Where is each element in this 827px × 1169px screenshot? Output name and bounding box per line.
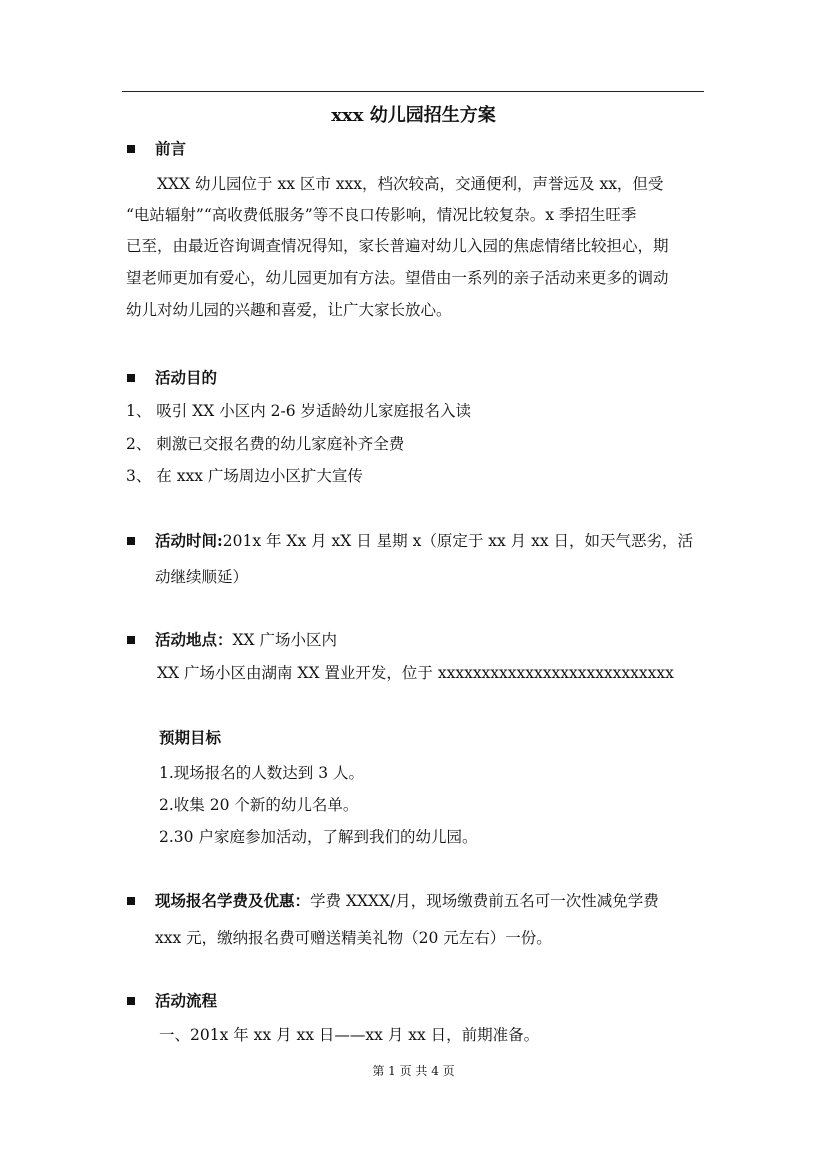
section-heading-place: 活动地点：	[155, 630, 233, 649]
section-fee	[155, 890, 659, 912]
bullet-icon	[127, 897, 135, 905]
section-place	[155, 629, 337, 651]
section-heading-preface: 前言	[155, 139, 187, 158]
bullet-icon	[127, 636, 135, 644]
time-text-continued: 动继续顺延）	[155, 568, 249, 586]
preface-line: XXX 幼儿园位于 xx 区市 xxx，档次较高，交通便利，声誉远及 xx，但受	[157, 175, 664, 193]
target-item: 2.30 户家庭参加活动，了解到我们的幼儿园。	[159, 828, 478, 846]
section-heading-time: 活动时间:	[155, 531, 223, 550]
header-rule	[122, 91, 704, 92]
fee-text-continued: xxx 元，缴纳报名费可赠送精美礼物（20 元左右）一份。	[155, 929, 552, 947]
fee-text: 学费 XXXX/月，现场缴费前五名可一次性减免学费	[310, 892, 659, 910]
section-heading-fee: 现场报名学费及优惠：	[155, 891, 311, 910]
bullet-icon	[127, 537, 135, 545]
time-text: 201x 年 Xx 月 xX 日 星期 x（原定于 xx 月 xx 日，如天气恶劣，活	[222, 532, 694, 550]
preface-line: 已至，由最近咨询调查情况得知，家长普遍对幼儿入园的焦虑情绪比较担心，期	[126, 237, 669, 255]
section-heading-target: 预期目标	[159, 728, 222, 747]
bullet-icon	[127, 997, 135, 1005]
preface-line: 望老师更加有爱心，幼儿园更加有方法。望借由一系列的亲子活动来更多的调动	[126, 269, 669, 287]
goal-item: 3、 在 xxx 广场周边小区扩大宣传	[126, 467, 363, 485]
target-item: 2.收集 20 个新的幼儿名单。	[159, 796, 359, 814]
flow-item: 一、201x 年 xx 月 xx 日——xx 月 xx 日，前期准备。	[159, 1026, 540, 1044]
page-footer: 第 1 页 共 4 页	[372, 1064, 455, 1078]
goal-item: 1、 吸引 XX 小区内 2-6 岁适龄幼儿家庭报名入读	[126, 402, 472, 420]
document-title: xxx 幼儿园招生方案	[331, 105, 496, 126]
section-heading-flow: 活动流程	[155, 991, 218, 1010]
section-time	[155, 530, 693, 552]
bullet-icon	[127, 374, 135, 382]
preface-line: 幼儿对幼儿园的兴趣和喜爱，让广大家长放心。	[126, 301, 452, 319]
section-heading-goals: 活动目的	[155, 368, 218, 387]
preface-line: “电站辐射”“高收费低服务”等不良口传影响，情况比较复杂。x 季招生旺季	[126, 206, 637, 224]
goal-item: 2、 刺激已交报名费的幼儿家庭补齐全费	[126, 435, 405, 453]
target-item: 1.现场报名的人数达到 3 人。	[159, 764, 365, 782]
place-text: XX 广场小区内	[232, 631, 338, 649]
bullet-icon	[127, 145, 135, 153]
place-detail: XX 广场小区由湖南 XX 置业开发，位于 xxxxxxxxxxxxxxxxxxxxxxxxxxx	[157, 664, 674, 682]
